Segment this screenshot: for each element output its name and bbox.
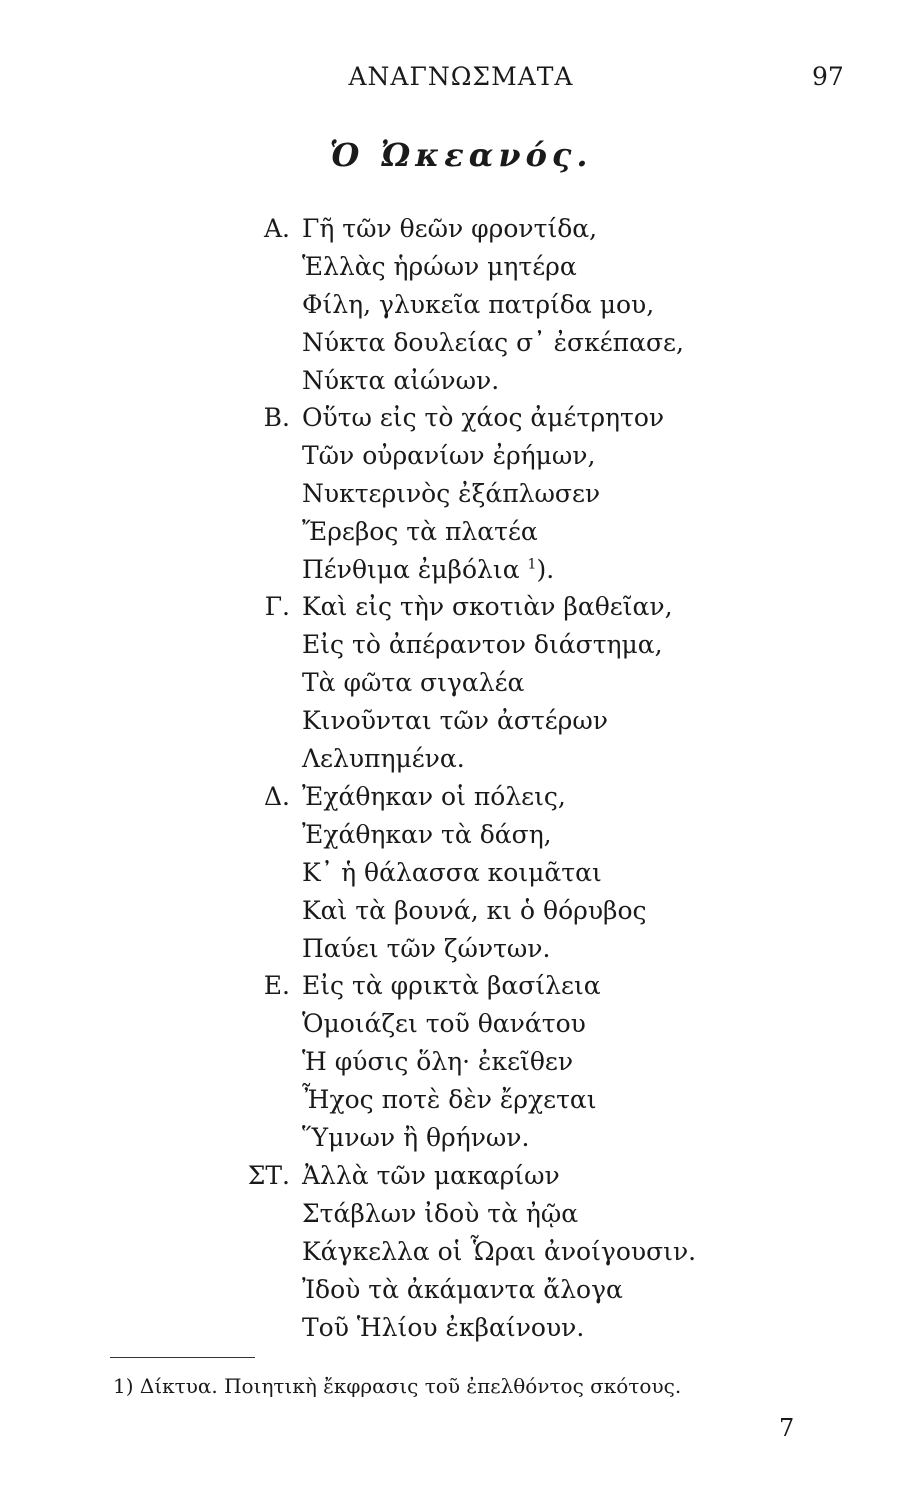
verse-line: Ἑλλὰς ἡρώων μητέρα — [302, 252, 577, 281]
verse-line: Ἰδοὺ τὰ ἀκάμαντα ἄλογα — [302, 1275, 623, 1304]
verse-line: Στάβλων ἰδοὺ τὰ ἠῷα — [302, 1199, 579, 1228]
verse-line: Εἰς τὰ φρικτὰ βασίλεια — [302, 971, 601, 1000]
running-head: ΑΝΑΓΝΩΣΜΑΤΑ — [348, 62, 574, 91]
verse-line: Καὶ τὰ βουνά, κι ὁ θόρυβος — [302, 896, 647, 925]
verse-line: Νυκτερινὸς ἐξάπλωσεν — [302, 479, 601, 508]
verse-line-with-footnote — [302, 551, 664, 589]
verse-punctuation: ). — [536, 555, 555, 584]
poem-title: Ὁ Ὠκεανός. — [329, 136, 593, 174]
verse-line: Τῶν οὐρανίων ἐρήμων, — [302, 441, 596, 470]
verse-line: Νύκτα αἰώνων. — [302, 366, 500, 395]
stanza-marker: ΣΤ. — [247, 1161, 290, 1190]
verse-line: Ἀλλὰ τῶν μακαρίων — [302, 1161, 560, 1190]
verse-line: Ὁμοιάζει τοῦ θανάτου — [302, 1009, 586, 1038]
stanza-marker: Ε. — [263, 971, 290, 1000]
verse-line: Λελυπημένα. — [302, 744, 465, 773]
verse-line: Εἰς τὸ ἀπέραντον διάστημα, — [302, 630, 663, 659]
verse-line: Τοῦ Ἡλίου ἐκβαίνουν. — [302, 1313, 585, 1342]
stanza-marker: Β. — [263, 403, 290, 432]
verse-line: Ἡ φύσις ὅλη· ἐκεῖθεν — [302, 1047, 574, 1076]
footnote-reference: 1 — [527, 556, 537, 573]
signature-mark: 7 — [779, 1414, 795, 1442]
verse-line: Ἐχάθηκαν οἱ πόλεις, — [302, 782, 566, 811]
footnote: 1) Δίκτυα. Ποιητικὴ ἔκφρασις τοῦ ἐπελθόντος σκότους. — [113, 1374, 682, 1398]
verse-line: Παύει τῶν ζώντων. — [302, 934, 551, 963]
footnote-rule — [110, 1357, 255, 1358]
verse-text: Πένθιμα ἐμβόλια — [302, 555, 520, 584]
stanza-marker: Γ. — [264, 592, 290, 621]
verse-line: Τὰ φῶτα σιγαλέα — [302, 668, 525, 697]
verse-line: Κάγκελλα οἱ Ὧραι ἀνοίγουσιν. — [302, 1237, 697, 1266]
verse-line: Ὕμνων ἢ θρήνων. — [302, 1123, 530, 1152]
verse-line: Φίλη, γλυκεῖα πατρίδα μου, — [302, 290, 655, 319]
verse-line: Νύκτα δουλείας σ᾽ ἐσκέπασε, — [302, 328, 684, 357]
stanza-marker: Δ. — [263, 782, 290, 811]
verse-line: Κινοῦνται τῶν ἀστέρων — [302, 706, 608, 735]
verse-line: Ἐχάθηκαν τὰ δάση, — [302, 820, 552, 849]
stanza-marker: Α. — [263, 214, 290, 243]
verse-line: Οὕτω εἰς τὸ χάος ἀμέτρητον — [302, 403, 665, 432]
verse-line: Κ᾽ ἡ θάλασσα κοιμᾶται — [302, 858, 602, 887]
page-number: 97 — [812, 62, 844, 91]
verse-line: Ἔρεβος τὰ πλατέα — [302, 517, 538, 546]
verse-line: Γῆ τῶν θεῶν φροντίδα, — [302, 214, 598, 243]
verse-line: Ἦχος ποτὲ δὲν ἔρχεται — [302, 1085, 597, 1114]
verse-line: Καὶ εἰς τὴν σκοτιὰν βαθεῖαν, — [302, 592, 673, 621]
